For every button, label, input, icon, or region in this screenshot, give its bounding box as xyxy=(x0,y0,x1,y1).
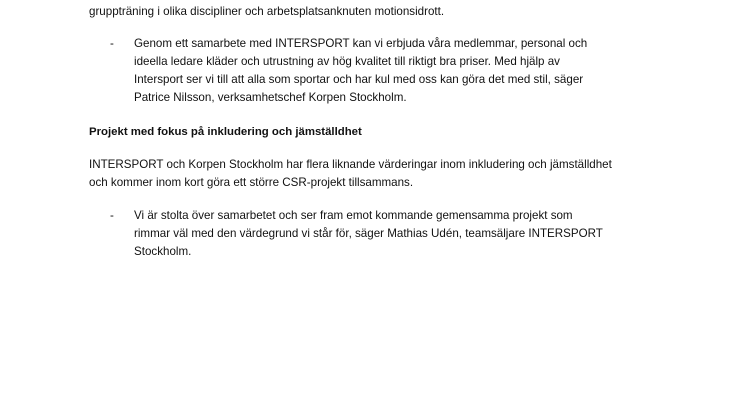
paragraph-line: och kommer inom kort göra ett större CSR-projekt tillsammans. xyxy=(89,176,414,189)
quote1-dash: - xyxy=(110,37,114,50)
quote2-line: rimmar väl med den värdegrund vi står för, säger Mathias Udén, teamsäljare INTERSPORT xyxy=(134,227,603,240)
section-heading: Projekt med fokus på inkludering och jämställdhet xyxy=(89,126,362,138)
paragraph-line: INTERSPORT och Korpen Stockholm har flera liknande värderingar inom inkludering och jämställdhet xyxy=(89,158,612,171)
quote1-line: Intersport ser vi till att alla som sportar och har kul med oss kan göra det med stil, säger xyxy=(134,73,584,86)
intro-line: gruppträning i olika discipliner och arbetsplatsanknuten motionsidrott. xyxy=(89,5,445,18)
quote2-line: Stockholm. xyxy=(134,245,192,258)
quote1-line: Patrice Nilsson, verksamhetschef Korpen Stockholm. xyxy=(134,91,407,104)
quote2-line: Vi är stolta över samarbetet och ser fram emot kommande gemensamma projekt som xyxy=(134,209,573,222)
quote1-line: ideella ledare kläder och utrustning av hög kvalitet till riktigt bra priser. Med hjälp av xyxy=(134,55,560,68)
quote2-dash: - xyxy=(110,209,114,222)
quote1-line: Genom ett samarbete med INTERSPORT kan vi erbjuda våra medlemmar, personal och xyxy=(134,37,588,50)
